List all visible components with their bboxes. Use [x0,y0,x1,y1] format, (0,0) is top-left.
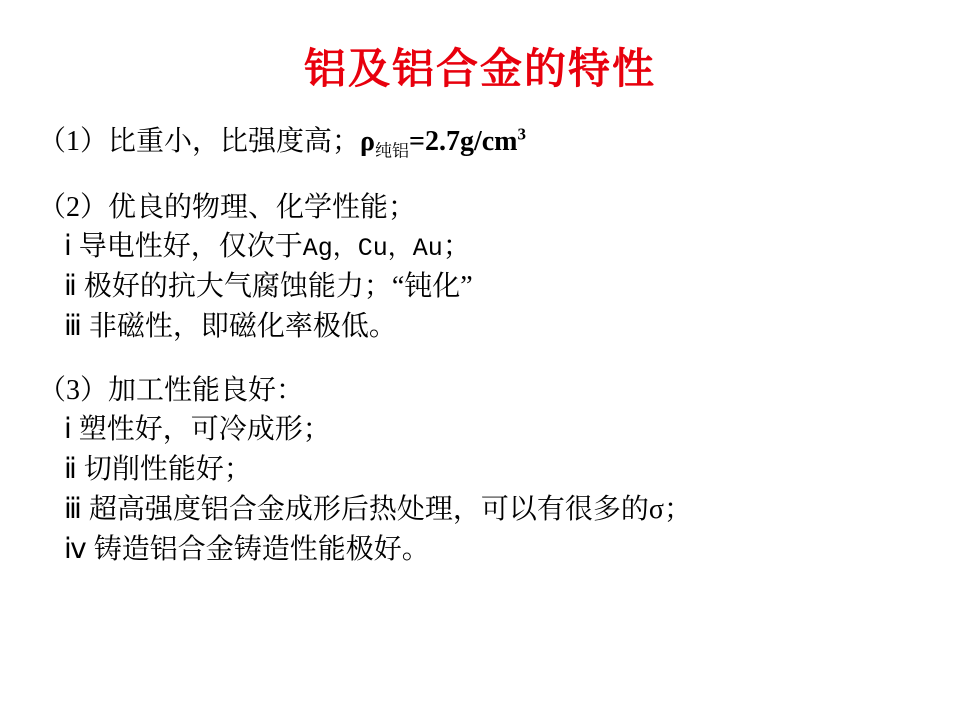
sub-item-2-1-tail: ； [442,231,471,263]
sub-item-2-2-mark: ⅱ [64,271,77,303]
page-title: 铝及铝合金的特性 [303,47,656,93]
rho-exponent: 3 [517,124,526,144]
sub-item-3-2 [38,450,960,490]
sub-item-3-2-text: 切削性能好； [83,454,252,486]
sub-item-3-1 [38,410,960,450]
sub-item-3-4-mark: ⅳ [64,533,87,565]
rho-subscript: 纯铝 [375,141,409,161]
sub-item-3-3-text: 超高强度铝合金成形后热处理，可以有很多的 [88,493,649,525]
spacer-1 [38,164,960,188]
list-item-3: （3）加工性能良好： [38,374,305,406]
sub-item-3-3-mark: ⅲ [64,493,82,525]
sub-item-3-1-mark: ⅰ [64,414,72,446]
sub-item-2-1 [38,227,960,267]
rho-symbol: ρ [360,126,375,157]
sub-item-3-4 [38,530,960,570]
list-item-1-text: （1）比重小，比强度高； [38,126,361,157]
sub-item-3-1-text: 塑性好，可冷成形； [78,414,331,446]
sub-item-2-3-text: 非磁性，即磁化率极低。 [88,310,397,342]
sub-item-3-3-tail: ； [663,493,692,525]
spacer-2 [38,347,960,371]
sub-item-3-3-latin: σ [648,493,664,525]
rho-value: =2.7g/cm [409,126,518,157]
slide-body [0,96,960,569]
sub-item-2-3 [38,307,960,347]
sub-item-2-1-text: 导电性好，仅次于 [78,231,303,263]
sub-item-2-1-mark: ⅰ [64,231,72,263]
sub-item-3-4-text: 铸造铝合金铸造性能极好。 [93,533,430,565]
sub-item-3-2-mark: ⅱ [64,454,77,486]
sub-item-2-3-mark: ⅲ [64,310,82,342]
sub-item-3-3 [38,490,960,530]
sub-item-2-2 [38,267,960,307]
list-item-1 [38,122,960,164]
sub-item-2-1-latin: Ag，Cu，Au [302,234,443,264]
list-item-2: （2）优良的物理、化学性能； [38,191,417,223]
sub-item-2-2-text: 极好的抗大气腐蚀能力；“钝化” [83,271,473,303]
